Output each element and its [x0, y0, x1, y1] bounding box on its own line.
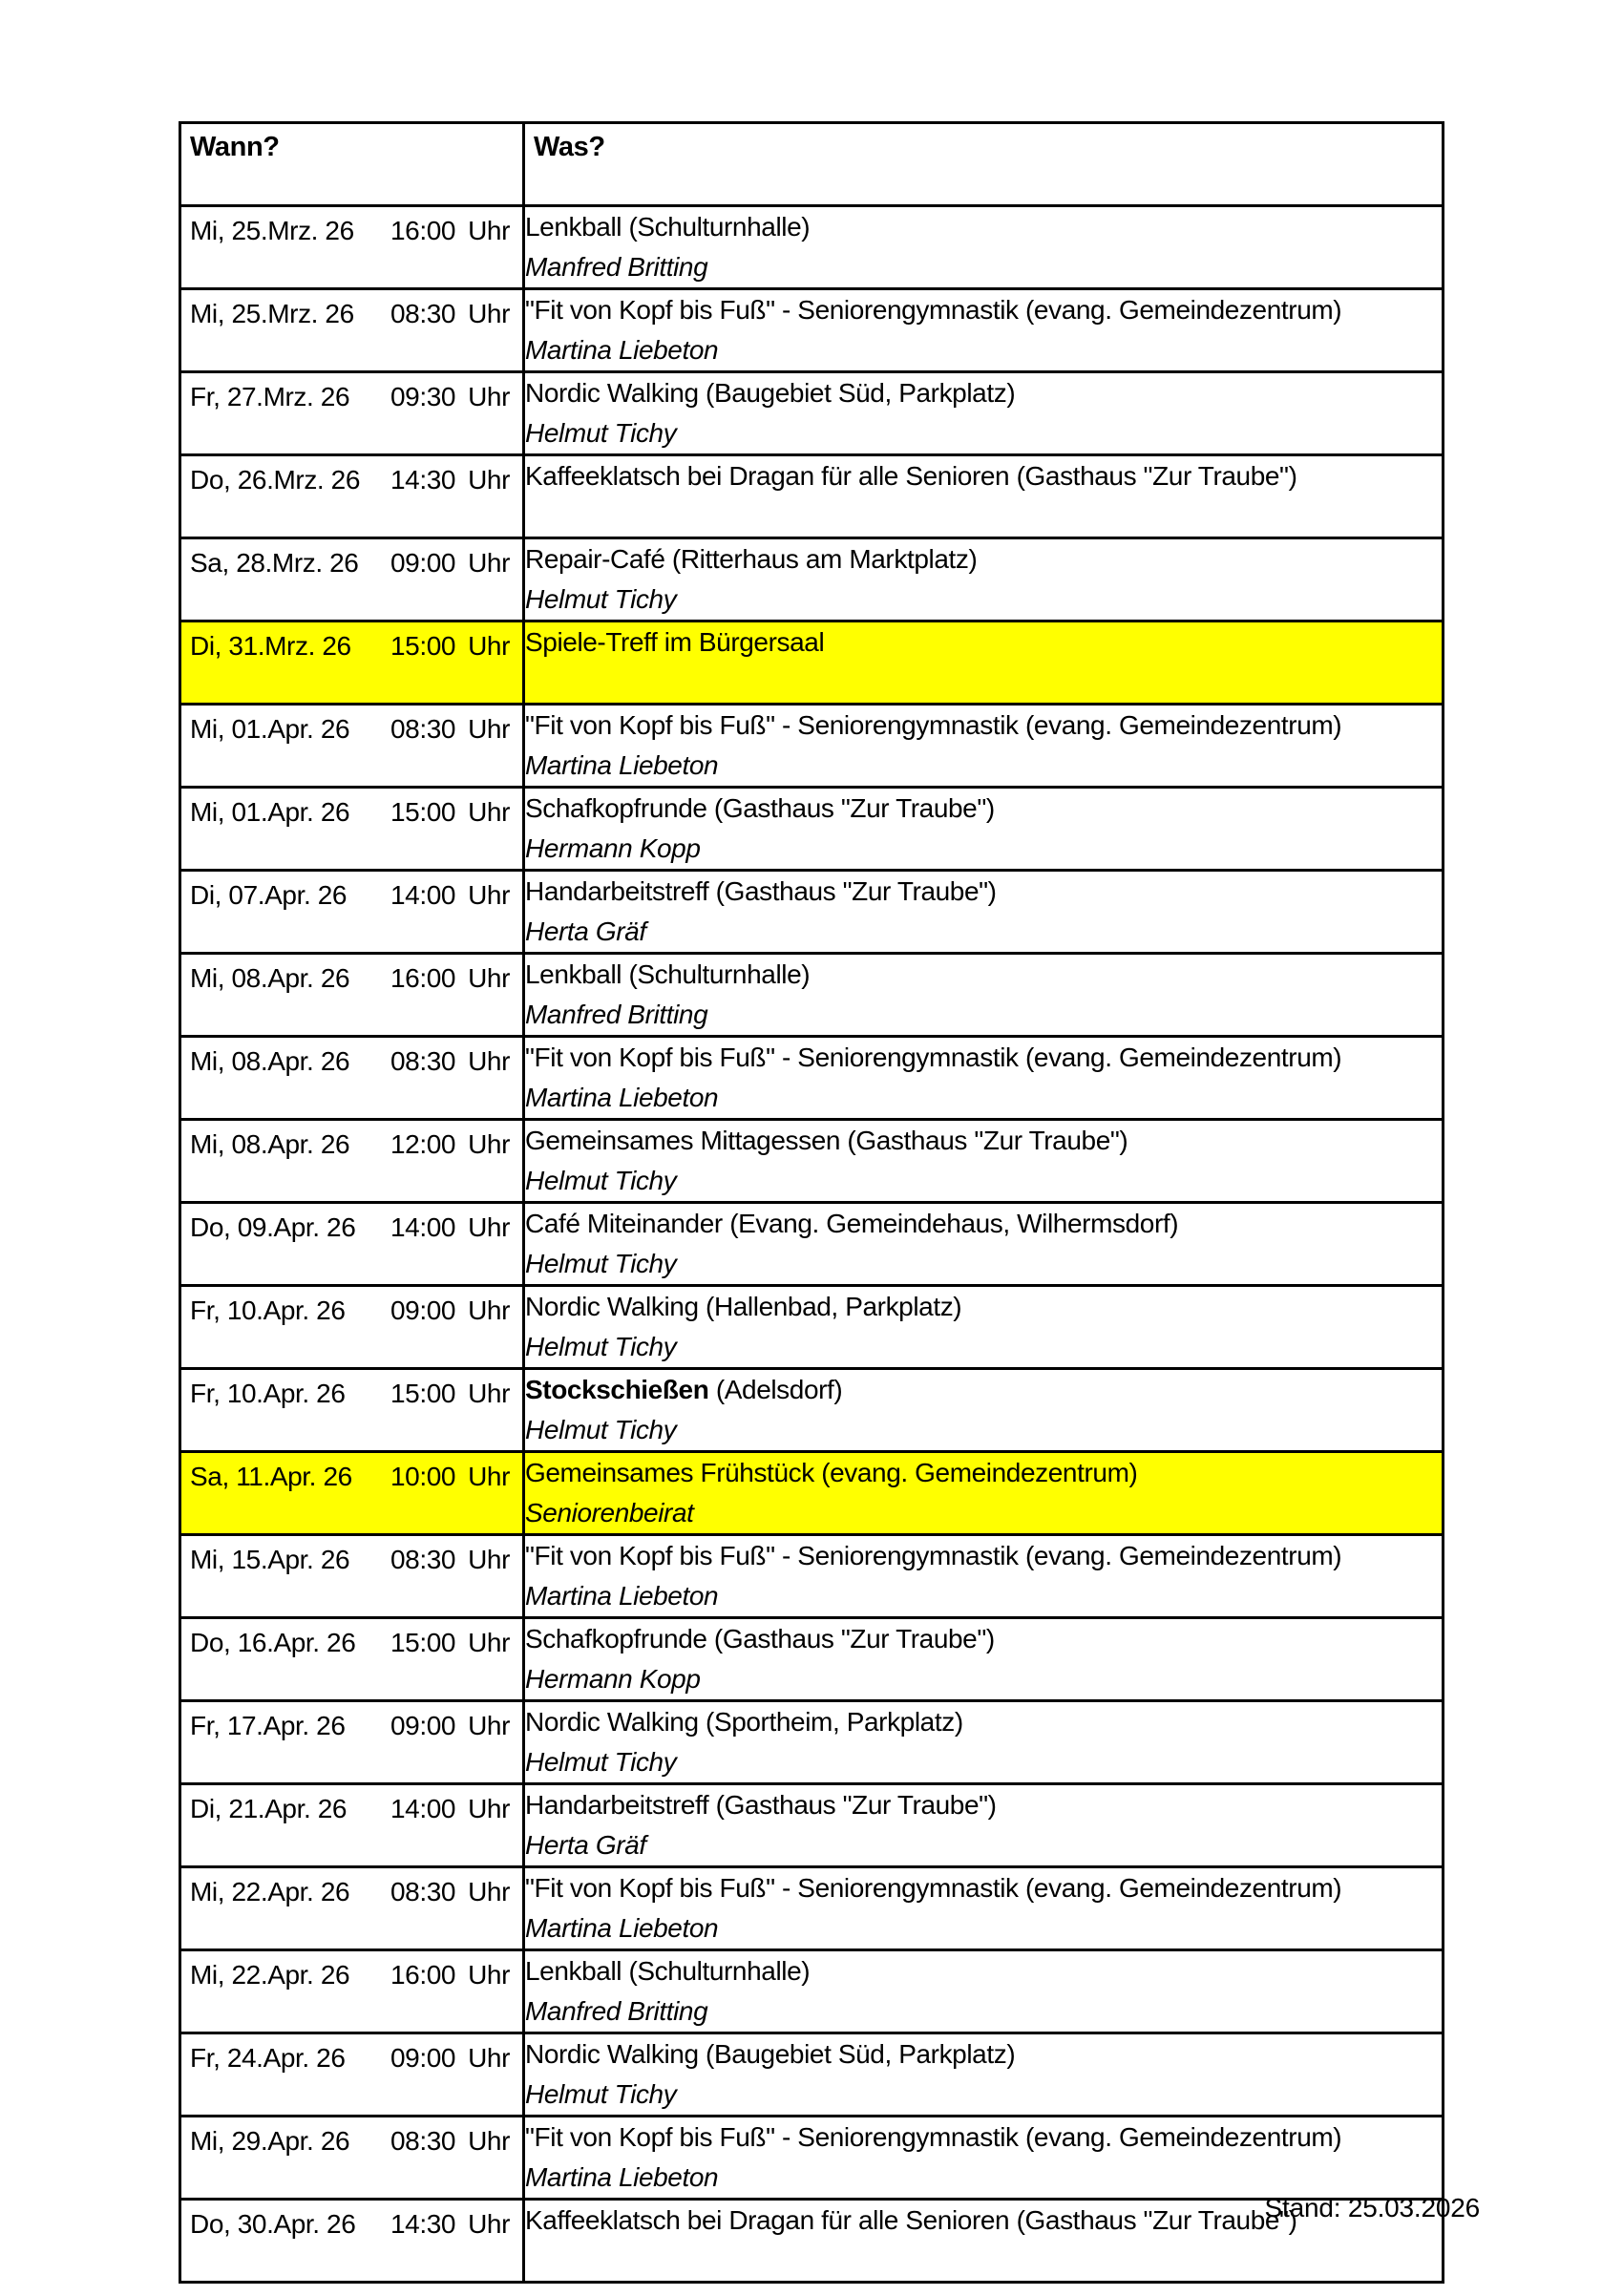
event-date: Mi, 29.Apr. 26 — [190, 2126, 350, 2156]
event-time — [390, 1211, 510, 1244]
schedule-table — [179, 121, 1444, 2284]
event-time-suffix: Uhr — [468, 1295, 510, 1325]
event-organizer: Helmut Tichy — [525, 1166, 677, 1195]
event-time-suffix: Uhr — [468, 2126, 510, 2156]
table-row — [180, 455, 1444, 538]
event-time-suffix: Uhr — [468, 2209, 510, 2239]
event-organizer: Helmut Tichy — [525, 1332, 677, 1361]
event-time — [390, 298, 510, 330]
event-time-suffix: Uhr — [468, 1711, 510, 1740]
event-time-suffix: Uhr — [468, 465, 510, 495]
event-date: Mi, 22.Apr. 26 — [190, 1877, 350, 1906]
event-time-value: 10:00 — [390, 1462, 456, 1491]
event-time-value: 14:00 — [390, 1794, 456, 1823]
event-time-suffix: Uhr — [468, 1129, 510, 1159]
event-title: Nordic Walking (Hallenbad, Parkplatz) — [525, 1292, 962, 1321]
event-title: "Fit von Kopf bis Fuß" - Seniorengymnastik (evang. Gemeindezentrum) — [525, 1873, 1342, 1903]
event-organizer: Helmut Tichy — [525, 2079, 677, 2109]
event-title: Schafkopfrunde (Gasthaus "Zur Traube") — [525, 793, 995, 823]
event-date: Mi, 08.Apr. 26 — [190, 1129, 350, 1159]
event-time — [390, 1045, 510, 1078]
table-row — [180, 1286, 1444, 1369]
event-time-value: 15:00 — [390, 797, 456, 827]
event-time-value: 08:30 — [390, 714, 456, 744]
what-cell — [524, 621, 1444, 705]
when-cell — [180, 954, 524, 1037]
event-time-suffix: Uhr — [468, 216, 510, 245]
when-cell — [180, 1120, 524, 1203]
event-organizer: Martina Liebeton — [525, 1083, 719, 1112]
event-organizer: Hermann Kopp — [525, 833, 701, 863]
event-date: Do, 09.Apr. 26 — [190, 1212, 356, 1242]
event-organizer: Herta Gräf — [525, 1830, 646, 1860]
what-cell — [524, 1867, 1444, 1950]
event-time-suffix: Uhr — [468, 1794, 510, 1823]
event-time-suffix: Uhr — [468, 1462, 510, 1491]
event-time-value: 15:00 — [390, 1628, 456, 1657]
when-cell — [180, 788, 524, 871]
event-time-value: 14:00 — [390, 880, 456, 910]
when-line — [181, 706, 522, 746]
event-time-suffix: Uhr — [468, 1877, 510, 1906]
event-title: Handarbeitstreff (Gasthaus "Zur Traube") — [525, 1790, 997, 1820]
when-cell — [180, 2117, 524, 2200]
event-time-value: 08:30 — [390, 1877, 456, 1906]
when-cell — [180, 1203, 524, 1286]
event-date: Mi, 15.Apr. 26 — [190, 1545, 350, 1574]
when-line — [181, 1868, 522, 1908]
event-time-value: 16:00 — [390, 1960, 456, 1990]
event-time-suffix: Uhr — [468, 880, 510, 910]
event-organizer: Martina Liebeton — [525, 335, 719, 365]
event-title: Nordic Walking (Sportheim, Parkplatz) — [525, 1707, 963, 1737]
event-time — [390, 1876, 510, 1908]
what-cell — [524, 2033, 1444, 2117]
when-cell — [180, 1867, 524, 1950]
table-row — [180, 2117, 1444, 2200]
event-time — [390, 879, 510, 912]
table-row — [180, 954, 1444, 1037]
what-cell — [524, 705, 1444, 788]
event-title: Schafkopfrunde (Gasthaus "Zur Traube") — [525, 1624, 995, 1654]
table-header-row — [180, 123, 1444, 206]
event-date: Fr, 24.Apr. 26 — [190, 2043, 346, 2073]
event-time-suffix: Uhr — [468, 963, 510, 993]
what-cell — [524, 372, 1444, 455]
table-row — [180, 788, 1444, 871]
event-time — [390, 630, 510, 663]
event-date: Sa, 11.Apr. 26 — [190, 1462, 352, 1491]
what-cell — [524, 289, 1444, 372]
when-line — [181, 622, 522, 663]
event-time-value: 14:30 — [390, 465, 456, 495]
event-time-suffix: Uhr — [468, 797, 510, 827]
table-row — [180, 1701, 1444, 1784]
event-organizer: Manfred Britting — [525, 1996, 708, 2026]
what-cell — [524, 1618, 1444, 1701]
what-cell — [524, 455, 1444, 538]
table-row — [180, 1950, 1444, 2033]
table-row — [180, 1203, 1444, 1286]
event-title: "Fit von Kopf bis Fuß" - Seniorengymnastik (evang. Gemeindezentrum) — [525, 2122, 1342, 2152]
table-row — [180, 538, 1444, 621]
table-row — [180, 621, 1444, 705]
when-cell — [180, 289, 524, 372]
event-title: Gemeinsames Frühstück (evang. Gemeindezentrum) — [525, 1458, 1138, 1487]
table-row — [180, 372, 1444, 455]
event-organizer — [525, 663, 1442, 703]
event-time-value: 09:00 — [390, 2043, 456, 2073]
what-cell — [524, 788, 1444, 871]
when-line — [181, 373, 522, 413]
event-organizer: Herta Gräf — [525, 916, 646, 946]
event-title: Lenkball (Schulturnhalle) — [525, 959, 811, 989]
event-time-suffix: Uhr — [468, 299, 510, 328]
event-title: Nordic Walking (Baugebiet Süd, Parkplatz) — [525, 2039, 1016, 2069]
event-date: Di, 21.Apr. 26 — [190, 1794, 348, 1823]
event-time-value: 14:00 — [390, 1212, 456, 1242]
event-title: Kaffeeklatsch bei Dragan für alle Senioren (Gasthaus "Zur Traube") — [525, 461, 1297, 491]
what-cell — [524, 1120, 1444, 1203]
when-column-header: Wann? — [180, 123, 524, 206]
status-date-label: Stand: 25.03.2026 — [1264, 2193, 1480, 2222]
when-line — [181, 1536, 522, 1576]
event-date: Fr, 27.Mrz. 26 — [190, 382, 350, 411]
what-cell — [524, 1286, 1444, 1369]
event-title: Lenkball (Schulturnhalle) — [525, 1956, 811, 1986]
event-time — [390, 1378, 510, 1410]
when-line — [181, 1785, 522, 1825]
event-organizer: Helmut Tichy — [525, 1415, 677, 1444]
event-time-suffix: Uhr — [468, 1046, 510, 1076]
event-date: Fr, 10.Apr. 26 — [190, 1295, 346, 1325]
event-time — [390, 1959, 510, 1991]
event-time-suffix: Uhr — [468, 2043, 510, 2073]
event-time-suffix: Uhr — [468, 382, 510, 411]
event-time-value: 08:30 — [390, 1545, 456, 1574]
event-organizer: Manfred Britting — [525, 1000, 708, 1029]
event-time-value: 09:00 — [390, 1295, 456, 1325]
what-cell — [524, 1452, 1444, 1535]
what-cell — [524, 1203, 1444, 1286]
event-organizer — [525, 2241, 1442, 2281]
what-cell — [524, 1784, 1444, 1867]
event-date: Do, 26.Mrz. 26 — [190, 465, 361, 495]
event-time-suffix: Uhr — [468, 714, 510, 744]
event-date: Mi, 25.Mrz. 26 — [190, 216, 354, 245]
when-line — [181, 1204, 522, 1244]
event-time — [390, 1544, 510, 1576]
event-title: Café Miteinander (Evang. Gemeindehaus, Wilhermsdorf) — [525, 1209, 1179, 1238]
when-cell — [180, 621, 524, 705]
when-cell — [180, 372, 524, 455]
when-line — [181, 2117, 522, 2158]
event-organizer: Martina Liebeton — [525, 1913, 719, 1943]
event-organizer: Manfred Britting — [525, 252, 708, 282]
event-organizer: Hermann Kopp — [525, 1664, 701, 1694]
event-title: Handarbeitstreff (Gasthaus "Zur Traube") — [525, 876, 997, 906]
event-time — [390, 962, 510, 995]
what-cell — [524, 871, 1444, 954]
event-time-suffix: Uhr — [468, 548, 510, 578]
what-cell — [524, 1950, 1444, 2033]
when-line — [181, 1287, 522, 1327]
event-time — [390, 2208, 510, 2241]
when-cell — [180, 1784, 524, 1867]
table-row — [180, 1867, 1444, 1950]
event-time — [390, 1128, 510, 1161]
event-time-value: 09:00 — [390, 548, 456, 578]
event-title: Stockschießen (Adelsdorf) — [525, 1375, 843, 1404]
table-row — [180, 289, 1444, 372]
table-row — [180, 206, 1444, 289]
event-date: Do, 16.Apr. 26 — [190, 1628, 356, 1657]
event-date: Mi, 01.Apr. 26 — [190, 797, 350, 827]
when-line — [181, 539, 522, 579]
event-title: "Fit von Kopf bis Fuß" - Seniorengymnastik (evang. Gemeindezentrum) — [525, 1541, 1342, 1570]
when-line — [181, 290, 522, 330]
event-organizer: Helmut Tichy — [525, 1249, 677, 1278]
when-line — [181, 1702, 522, 1742]
event-title: "Fit von Kopf bis Fuß" - Seniorengymnastik (evang. Gemeindezentrum) — [525, 710, 1342, 740]
when-line — [181, 1453, 522, 1493]
event-time-suffix: Uhr — [468, 631, 510, 661]
event-organizer: Martina Liebeton — [525, 2162, 719, 2192]
event-time — [390, 547, 510, 579]
event-time — [390, 713, 510, 746]
event-time — [390, 1710, 510, 1742]
when-cell — [180, 2200, 524, 2283]
event-date: Di, 31.Mrz. 26 — [190, 631, 351, 661]
event-date: Mi, 25.Mrz. 26 — [190, 299, 354, 328]
event-time-value: 09:30 — [390, 382, 456, 411]
table-row — [180, 2033, 1444, 2117]
event-time-value: 08:30 — [390, 299, 456, 328]
event-title: Gemeinsames Mittagessen (Gasthaus "Zur Traube") — [525, 1126, 1128, 1155]
table-row — [180, 1535, 1444, 1618]
when-line — [181, 955, 522, 995]
event-time — [390, 381, 510, 413]
when-cell — [180, 1535, 524, 1618]
when-cell — [180, 2033, 524, 2117]
event-time — [390, 1627, 510, 1659]
event-time — [390, 2125, 510, 2158]
when-line — [181, 1619, 522, 1659]
when-cell — [180, 1701, 524, 1784]
event-time-suffix: Uhr — [468, 1960, 510, 1990]
event-time-value: 08:30 — [390, 1046, 456, 1076]
event-title: Repair-Café (Ritterhaus am Marktplatz) — [525, 544, 978, 574]
what-column-header: Was? — [524, 123, 1444, 206]
event-organizer: Martina Liebeton — [525, 1581, 719, 1611]
when-line — [181, 789, 522, 829]
when-cell — [180, 1618, 524, 1701]
event-date: Mi, 08.Apr. 26 — [190, 1046, 350, 1076]
when-line — [181, 1038, 522, 1078]
event-organizer: Helmut Tichy — [525, 418, 677, 448]
event-title: Spiele-Treff im Bürgersaal — [525, 627, 825, 657]
event-title: "Fit von Kopf bis Fuß" - Seniorengymnastik (evang. Gemeindezentrum) — [525, 295, 1342, 325]
table-row — [180, 705, 1444, 788]
when-line — [181, 207, 522, 247]
what-cell — [524, 1037, 1444, 1120]
when-line — [181, 872, 522, 912]
event-time — [390, 1295, 510, 1327]
what-cell — [524, 954, 1444, 1037]
when-cell — [180, 1950, 524, 2033]
event-date: Do, 30.Apr. 26 — [190, 2209, 356, 2239]
event-organizer — [525, 496, 1442, 537]
when-cell — [180, 705, 524, 788]
event-time-suffix: Uhr — [468, 1628, 510, 1657]
event-time-value: 08:30 — [390, 2126, 456, 2156]
event-date: Mi, 22.Apr. 26 — [190, 1960, 350, 1990]
event-title: Kaffeeklatsch bei Dragan für alle Senioren (Gasthaus "Zur Traube") — [525, 2205, 1297, 2235]
table-row — [180, 1452, 1444, 1535]
event-date: Mi, 01.Apr. 26 — [190, 714, 350, 744]
when-cell — [180, 206, 524, 289]
event-date: Mi, 08.Apr. 26 — [190, 963, 350, 993]
event-time-suffix: Uhr — [468, 1379, 510, 1408]
event-time — [390, 796, 510, 829]
table-row — [180, 871, 1444, 954]
what-cell — [524, 2117, 1444, 2200]
event-time-value: 12:00 — [390, 1129, 456, 1159]
event-time — [390, 1793, 510, 1825]
table-row — [180, 1784, 1444, 1867]
when-line — [181, 1370, 522, 1410]
when-cell — [180, 455, 524, 538]
when-line — [181, 1951, 522, 1991]
when-cell — [180, 538, 524, 621]
event-title: "Fit von Kopf bis Fuß" - Seniorengymnastik (evang. Gemeindezentrum) — [525, 1043, 1342, 1072]
what-cell — [524, 1535, 1444, 1618]
event-time-suffix: Uhr — [468, 1545, 510, 1574]
when-cell — [180, 1369, 524, 1452]
when-cell — [180, 1037, 524, 1120]
when-cell — [180, 1452, 524, 1535]
event-time-value: 16:00 — [390, 963, 456, 993]
event-organizer: Martina Liebeton — [525, 750, 719, 780]
event-organizer: Seniorenbeirat — [525, 1498, 694, 1527]
when-line — [181, 2201, 522, 2241]
event-organizer: Helmut Tichy — [525, 1747, 677, 1777]
event-date: Sa, 28.Mrz. 26 — [190, 548, 359, 578]
what-cell — [524, 206, 1444, 289]
when-cell — [180, 1286, 524, 1369]
event-time-value: 14:30 — [390, 2209, 456, 2239]
event-time-value: 15:00 — [390, 1379, 456, 1408]
event-time-value: 15:00 — [390, 631, 456, 661]
what-cell — [524, 1369, 1444, 1452]
when-line — [181, 1121, 522, 1161]
event-date: Fr, 17.Apr. 26 — [190, 1711, 346, 1740]
event-date: Fr, 10.Apr. 26 — [190, 1379, 346, 1408]
table-row — [180, 2200, 1444, 2283]
table-row — [180, 1120, 1444, 1203]
event-time-value: 09:00 — [390, 1711, 456, 1740]
event-time-value: 16:00 — [390, 216, 456, 245]
table-row — [180, 1618, 1444, 1701]
event-title: Lenkball (Schulturnhalle) — [525, 212, 811, 242]
event-organizer: Helmut Tichy — [525, 584, 677, 614]
event-time — [390, 1461, 510, 1493]
what-cell — [524, 1701, 1444, 1784]
what-cell — [524, 538, 1444, 621]
when-cell — [180, 871, 524, 954]
event-time-suffix: Uhr — [468, 1212, 510, 1242]
when-line — [181, 456, 522, 496]
when-line — [181, 2034, 522, 2075]
event-time — [390, 215, 510, 247]
table-row — [180, 1037, 1444, 1120]
schedule-table-body — [180, 206, 1444, 2283]
table-row — [180, 1369, 1444, 1452]
event-time — [390, 464, 510, 496]
event-time — [390, 2042, 510, 2075]
event-title: Nordic Walking (Baugebiet Süd, Parkplatz) — [525, 378, 1016, 408]
event-date: Di, 07.Apr. 26 — [190, 880, 348, 910]
